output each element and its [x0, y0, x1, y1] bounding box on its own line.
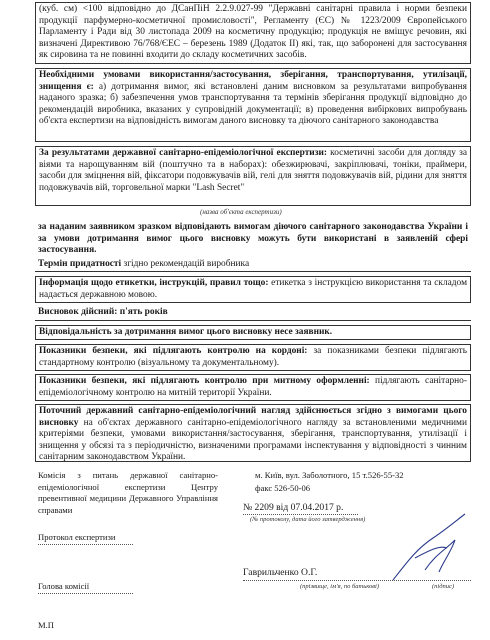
labeling-section — [35, 276, 471, 303]
protocol-underline — [38, 544, 133, 545]
head-name: Гаврильченко О.Г. — [243, 567, 318, 578]
address-text: м. Київ, вул. Заболотного, 15 т.526-55-32 — [255, 470, 404, 480]
commission-text: Комісія з питань державної санітарно-епідеміологічної експертизи Центру превентивної медицини Державного Управління справами — [38, 470, 218, 515]
border-control-text: за показниками безпеки підлягають стандартному контролю (візуальному та документальному). — [39, 346, 468, 368]
labeling-heading: Інформація щодо етикетки, інструкцій, правил тощо: — [39, 278, 269, 288]
responsibility-heading: Відповідальність за дотримання вимог цього висновку несе заявник. — [39, 327, 333, 337]
conditions-text: а) дотримання вимог, які встановлені даним висновком за результатами випробування наданого зразка; б) забезпечення умов транспортування та термінів зберігання продукції відповідно до рекомендацій виробника, вказаних у супровідній документації; в) проведення вибіркових випробувань об'єкта експертизи на відповідність вимогам даного висновку та діючого санітарного законодавства — [39, 81, 467, 127]
validity-heading: Висновок дійсний: — [38, 307, 118, 317]
conditions-heading: Необхідними умовами використання/застосування, зберігання, транспортування, утилізації, знищення є: — [39, 70, 467, 92]
customs-control-section — [35, 374, 471, 401]
head-caption: (прізвище, ім'я, по батькові) — [300, 583, 380, 590]
supervision-heading: Поточний державний санітарно-епідеміологічний нагляд здійснюється згідно з вимогами цього висновку — [39, 406, 467, 428]
results-caption: (назва об'єкта експертизи) — [200, 208, 282, 216]
handwritten-signature — [385, 510, 475, 585]
shelf-life-text: згідно рекомендацій виробника — [121, 259, 250, 269]
supervision-text: на об'єктах державного санітарно-епідеміологічного нагляду за встановленими медичними критеріями безпеки, умовами використання/застосування, зберігання, транспортування, утилізації і знищення у обсязі та з періодичністю, визначеними програмами інспектування у відповідності з чинним санітарним законодавством України. — [39, 417, 467, 463]
head-label: Голова комісії — [38, 581, 90, 591]
stamp-label: М.П — [38, 620, 54, 630]
top-block-text: (куб. см) <100 відповідно до ДСанПіН 2.2.9.027-99 "Державні санітарні правила і норми безпеки продукції парфумерно-косметичної промисловості", Регламенту (ЄС) № 1223/2009 Європейського Парламенту і Ради від 30 листопада 2009 на косметичну продукцію; продукція не вміщує речовин, які визначені Директивою 76/768/ЄЕС – березень 1989 (Додаток II) які, так, що заборонені для застосування як сировина та не повинні входити до складу косметичних засобів. — [39, 4, 467, 61]
protocol-number-underline — [243, 514, 358, 515]
compliance-text: за наданим заявником зразком відповідають вимогам діючого санітарного законодавства України і за умови дотримання вимог цього висновку можуть бути використані в заявленій сфері застосування. — [38, 222, 468, 256]
validity-text: п'ять років — [117, 307, 168, 317]
shelf-life-section — [35, 258, 471, 272]
protocol-label: Протокол експертизи — [38, 532, 116, 542]
results-text: косметичні засоби для догляду за віями та нарощуванням вій (поштучно та в наборах): обезжирювачі, закріплювачі, тоніки, праймери, засоби для зміцнення вій, фіксатори подовжувачів вій, гелі для зняття подовжувачів вій, рідини для зняття подовжувачів вій, торговельної марки "Lash Secret" — [39, 148, 467, 193]
results-section — [35, 146, 471, 206]
shelf-life-heading: Термін придатності — [38, 259, 122, 269]
border-control-heading: Показники безпеки, які підлягають контролю на кордоні: — [39, 346, 308, 356]
responsibility-section — [35, 325, 471, 340]
protocol-caption: (№ протоколу, дата його затвердження) — [250, 516, 366, 523]
signature-caption: (підпис) — [432, 583, 455, 590]
results-heading: За результатами державної санітарно-епідеміологічної експертизи: — [39, 148, 327, 158]
labeling-text: етикетка з інструкцією використання та складом надається державною мовою. — [39, 278, 468, 300]
border-control-section — [35, 344, 471, 371]
supervision-section — [35, 404, 471, 462]
fax-text: факс 526-50-06 — [255, 483, 311, 493]
protocol-number: № 2209 від 07.04.2017 р. — [243, 502, 344, 513]
conditions-section — [35, 68, 471, 142]
top-block — [35, 2, 471, 64]
customs-control-heading: Показники безпеки, які підлягають контролю при митному оформленні: — [39, 376, 370, 386]
validity-section — [35, 306, 471, 321]
customs-control-text: підлягають санітарно-епідеміологічному контролю на митній території України. — [39, 376, 467, 398]
head-underline — [38, 593, 133, 594]
